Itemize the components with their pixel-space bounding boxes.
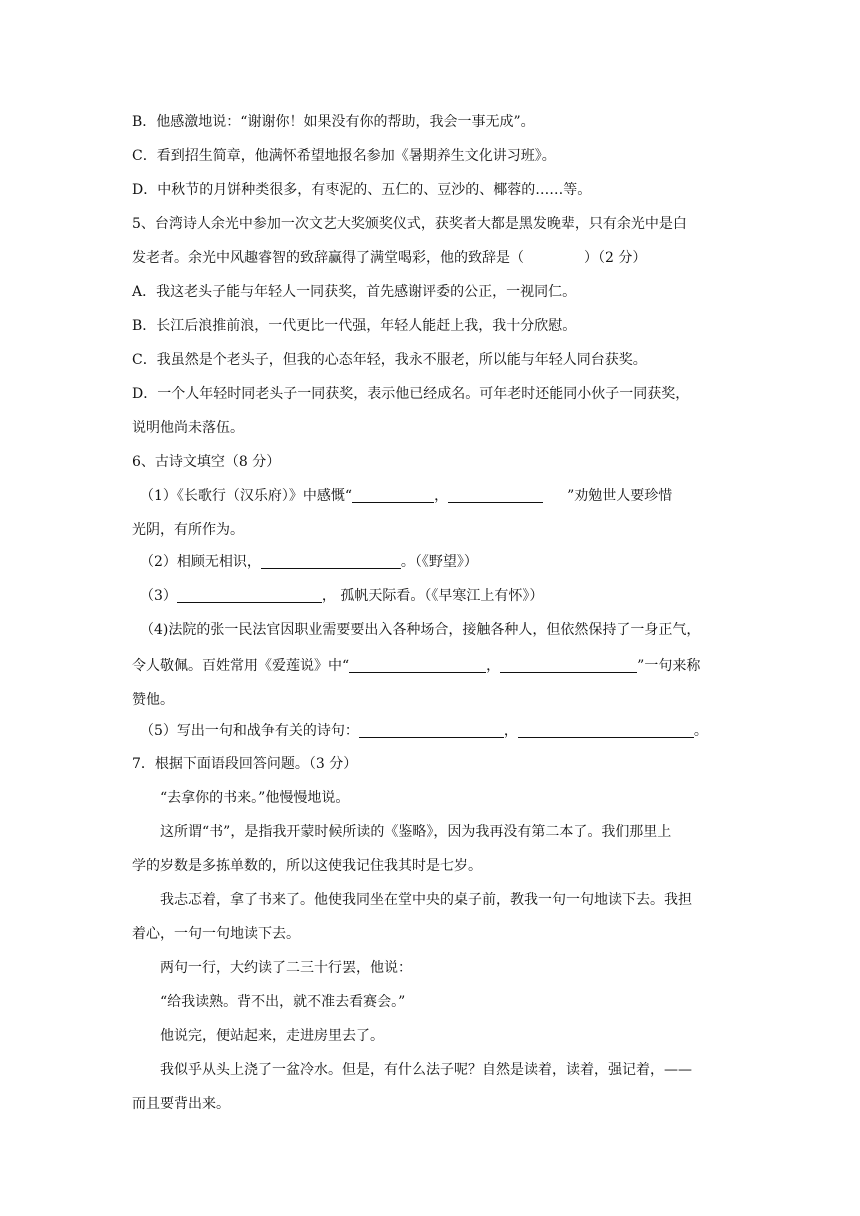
q6-item5: （5）写出一句和战争有关的诗句： ， 。 (140, 723, 708, 739)
q7-para-3-line2: 着心，一句一句地读下去。 (132, 926, 300, 942)
q5-stem-line1: 5、台湾诗人余光中参加一次文艺大奖颁奖仪式，获奖者大都是黑发晚辈，只有余光中是白 (132, 216, 687, 232)
q7-para-1: “去拿你的书来。”他慢慢地说。 (160, 790, 350, 806)
q7-para-3-line1: 我忐忑着，拿了书来了。他使我同坐在堂中央的桌子前，教我一句一句地读下去。我担 (160, 892, 692, 908)
q6-item3: （3） ， 孤帆天际看。（《早寒江上有怀》） (140, 588, 544, 604)
fill-blank[interactable] (518, 723, 694, 738)
q6-item4-line1: （4)法院的张一民法官因职业需要要出入各种场合，接触各种人，但依然保持了一身正气， (140, 622, 701, 638)
q6-title: 6、古诗文填空（8 分） (132, 454, 281, 470)
fill-blank[interactable] (349, 658, 486, 673)
fill-blank[interactable] (500, 658, 637, 673)
q7-para-5: “给我读熟。背不出，就不准去看赛会。” (160, 994, 406, 1010)
q5-option-d-line2: 说明他尚未落伍。 (132, 420, 244, 436)
q7-para-7-line1: 我似乎从头上浇了一盆冷水。但是，有什么法子呢？自然是读着，读着，强记着，—— (160, 1062, 692, 1078)
q6-item1: （1）《长歌行（汉乐府）》中感慨“ ， ”劝勉世人要珍惜 (140, 488, 673, 504)
fill-blank[interactable] (448, 488, 543, 503)
q6-item2: （2）相顾无相识， 。（《野望》） (140, 554, 478, 570)
q7-para-7-line2: 而且要背出来。 (132, 1096, 230, 1112)
q5-option-b: B．长江后浪推前浪，一代更比一代强，年轻人能赶上我，我十分欣慰。 (132, 318, 577, 334)
fill-blank[interactable] (359, 723, 504, 738)
q4-option-d: D．中秋节的月饼种类很多，有枣泥的、五仁的、豆沙的、椰蓉的……等。 (132, 182, 592, 198)
fill-blank[interactable] (352, 488, 434, 503)
q4-option-c: C．看到招生简章，他满怀希望地报名参加《暑期养生文化讲习班》。 (132, 148, 556, 164)
q7-para-6: 他说完，便站起来，走进房里去了。 (160, 1028, 384, 1044)
q5-stem-line2: 发老者。余光中风趣睿智的致辞赢得了满堂喝彩，他的致辞是（ ）（2 分） (132, 250, 647, 266)
q7-para-2-line2: 学的岁数是多拣单数的，所以这使我记住我其时是七岁。 (132, 858, 482, 874)
q7-title: 7．根据下面语段回答问题。（3 分） (132, 756, 358, 772)
q5-option-c: C．我虽然是个老头子，但我的心态年轻，我永不服老，所以能与年轻人同台获奖。 (132, 352, 647, 368)
fill-blank[interactable] (177, 588, 322, 603)
q5-option-d-line1: D．一个人年轻时同老头子一同获奖，表示他已经成名。可年老时还能同小伙子一同获奖， (132, 386, 690, 402)
q5-option-a: A．我这老头子能与年轻人一同获奖，首先感谢评委的公正，一视同仁。 (132, 284, 577, 300)
q7-para-4: 两句一行，大约读了二三十行罢，他说： (160, 960, 412, 976)
q6-item1-line2: 光阴，有所作为。 (132, 522, 244, 538)
q4-option-b: B．他感激地说：“谢谢你！如果没有你的帮助，我会一事无成”。 (132, 114, 535, 130)
q7-para-2-line1: 这所谓“书”，是指我开蒙时候所读的《鉴略》，因为我再没有第二本了。我们那里上 (160, 824, 672, 840)
q6-item4-line3: 赞他。 (132, 692, 174, 708)
fill-blank[interactable] (261, 554, 401, 569)
q6-item4-line2: 令人敬佩。百姓常用《爱莲说》中“ ， ”一句来称 (132, 658, 701, 674)
